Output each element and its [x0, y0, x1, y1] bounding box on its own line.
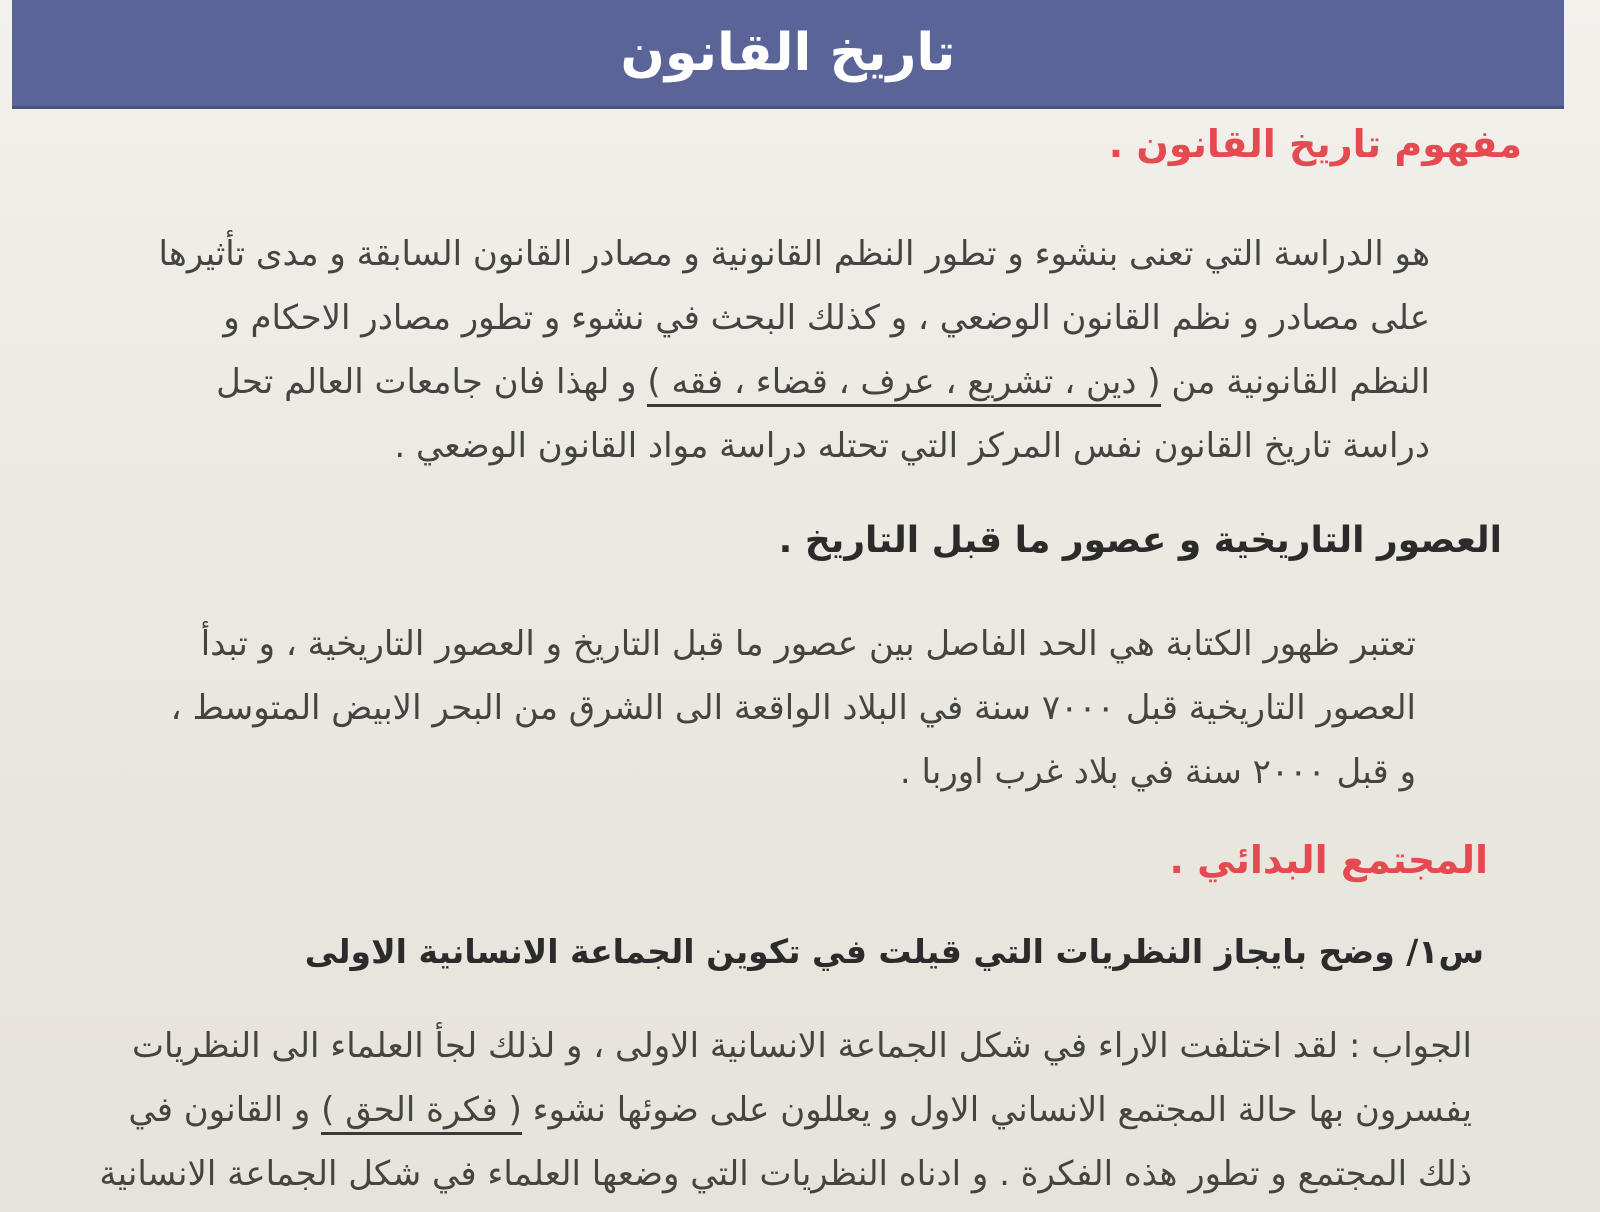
section-heading-concept	[1109, 122, 1522, 166]
concept-line-1: هو الدراسة التي تعنى بنشوء و تطور النظم القانونية و مصادر القانون السابقة و مدى تأثيرها	[158, 234, 1430, 274]
question-text: س١/ وضح بايجاز النظريات التي قيلت في تكوين الجماعة الانسانية الاولى	[304, 932, 1484, 971]
eras-paragraph	[16, 612, 1416, 804]
answer-line-2	[32, 1078, 1472, 1142]
concept-paragraph	[10, 222, 1430, 478]
section-heading-primitive	[1170, 838, 1489, 882]
answer-paragraph	[32, 1014, 1472, 1206]
answer-line-3: ذلك المجتمع و تطور هذه الفكرة . و ادناه النظريات التي وضعها العلماء في شكل الجماعة الانسانية	[99, 1154, 1472, 1194]
section-heading-eras	[779, 520, 1502, 561]
heading-text: المجتمع البدائي .	[1169, 838, 1488, 882]
answer-line-2a: يفسرون بها حالة المجتمع الانساني الاول و يعللون على ضوئها نشوء	[532, 1090, 1472, 1130]
concept-line-4: دراسة تاريخ القانون نفس المركز التي تحتله دراسة مواد القانون الوضعي .	[394, 426, 1430, 466]
heading-text: العصور التاريخية و عصور ما قبل التاريخ .	[778, 520, 1502, 561]
concept-line-3b: و لهذا فان جامعات العالم تحل	[216, 362, 637, 402]
concept-line-2: على مصادر و نظم القانون الوضعي ، و كذلك البحث في نشوء و تطور مصادر الاحكام و	[223, 298, 1430, 338]
eras-line-3: و قبل ٢٠٠٠ سنة في بلاد غرب اوربا .	[899, 752, 1416, 792]
page-title: تاريخ القانون	[620, 23, 956, 83]
right-idea-underlined: ( فكرة الحق )	[321, 1090, 522, 1135]
concept-line-3	[10, 350, 1430, 414]
eras-line-2: العصور التاريخية قبل ٧٠٠٠ سنة في البلاد الواقعة الى الشرق من البحر الابيض المتوسط ،	[170, 688, 1416, 728]
concept-line-3a: النظم القانونية من	[1171, 362, 1430, 402]
answer-line-1: الجواب : لقد اختلفت الاراء في شكل الجماعة الانسانية الاولى ، و لذلك لجأ العلماء الى النظريات	[131, 1026, 1472, 1066]
sources-list-underlined: ( دين ، تشريع ، عرف ، قضاء ، فقه )	[647, 362, 1160, 407]
answer-line-2b: و القانون في	[128, 1090, 311, 1130]
heading-text: مفهوم تاريخ القانون .	[1108, 122, 1522, 166]
title-bar	[12, 0, 1564, 109]
eras-line-1: تعتبر ظهور الكتابة هي الحد الفاصل بين عصور ما قبل التاريخ و العصور التاريخية ، و تبدأ	[200, 624, 1416, 664]
question-1	[305, 932, 1484, 971]
